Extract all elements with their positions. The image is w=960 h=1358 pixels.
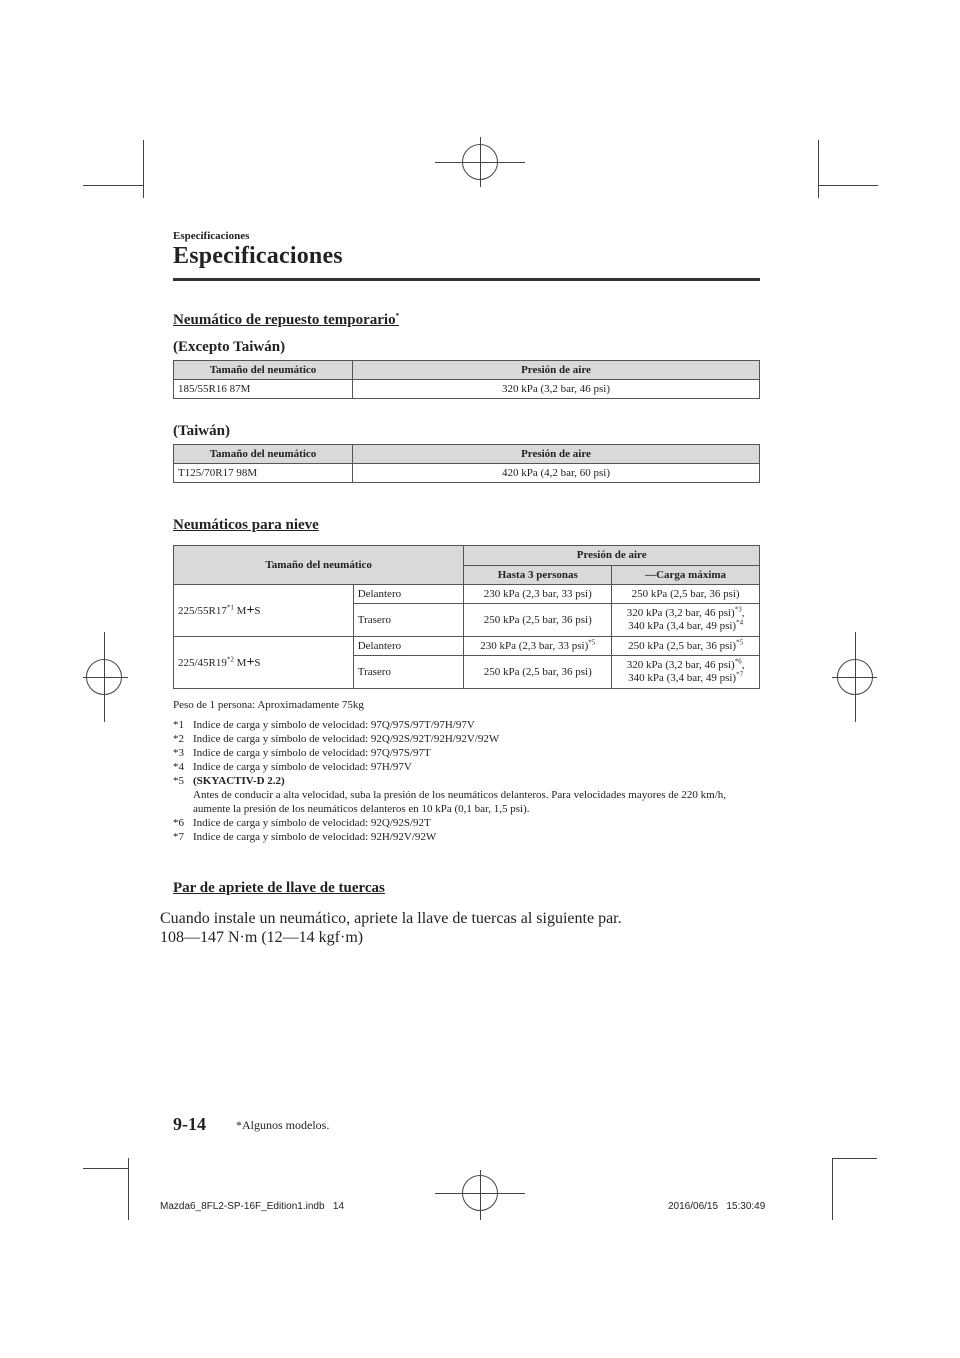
- footnote: *5 (SKYACTIV-D 2.2) Antes de conducir a alta velocidad, suba la presión de los neumáticos delanteros. Para velocidades mayores de 220 km/h, aumente la presión de los neumáticos delanteros en 10 kPa (0,1 bar, 1,5 psi).: [173, 775, 727, 815]
- title-rule: [173, 278, 760, 281]
- page-title: Especificaciones: [173, 243, 343, 269]
- tire-size-cell: 225/55R17$^{*1}$ M+S: [174, 585, 354, 637]
- col-air-pressure: Presión de aire: [353, 361, 760, 380]
- registration-circle: [837, 659, 873, 695]
- footnote: *3 Indice de carga y símbolo de velocidad: 97Q/97S/97T: [173, 747, 431, 759]
- pressure-cell: 230 kPa (2,3 bar, 33 psi)$^{*5}$: [464, 637, 612, 656]
- col-max-load: —Carga máxima: [612, 565, 760, 585]
- col-up-to-3-persons: Hasta 3 personas: [464, 565, 612, 585]
- crop-mark: [83, 1168, 128, 1169]
- taiwan-label: (Taiwán): [173, 423, 230, 439]
- snow-tires-table: [173, 545, 760, 689]
- pressure-cell: 320 kPa (3,2 bar, 46 psi)$^{*3}$, 340 kPa (3,4 bar, 49 psi)$^{*4}$: [612, 604, 760, 637]
- position-cell: Delantero: [353, 637, 464, 656]
- pressure-cell: 250 kPa (2,5 bar, 36 psi): [464, 656, 612, 689]
- position-cell: Trasero: [353, 604, 464, 637]
- col-tire-size: Tamaño del neumático: [174, 445, 353, 464]
- spare-tire-table-taiwan: [173, 444, 760, 483]
- footnotes: [173, 718, 760, 844]
- page-number: 9-14: [173, 1114, 206, 1134]
- crop-mark: [832, 1158, 877, 1159]
- spare-tire-heading: Neumático de repuesto temporario*: [173, 312, 400, 328]
- col-tire-size: Tamaño del neumático: [174, 546, 464, 585]
- footnote: *4 Indice de carga y símbolo de velocidad: 97H/97V: [173, 761, 412, 773]
- snow-tires-heading: Neumáticos para nieve: [173, 517, 319, 533]
- print-file-info: Mazda6_8FL2-SP-16F_Edition1.indb 14: [160, 1201, 345, 1212]
- models-note: *Algunos modelos.: [236, 1118, 330, 1132]
- pressure-cell: 250 kPa (2,5 bar, 36 psi): [464, 604, 612, 637]
- except-taiwan-label: (Excepto Taiwán): [173, 339, 286, 355]
- footnote: *1 Indice de carga y símbolo de velocidad: 97Q/97S/97T/97H/97V: [173, 719, 475, 731]
- spare-tire-table-except-taiwan: [173, 360, 760, 399]
- crop-mark: [832, 1158, 833, 1220]
- pressure-cell: 230 kPa (2,3 bar, 33 psi): [464, 585, 612, 604]
- footnote: *2 Indice de carga y símbolo de velocidad: 92Q/92S/92T/92H/92V/92W: [173, 733, 500, 745]
- tire-size-cell: 225/45R19$^{*2}$ M+S: [174, 637, 354, 689]
- pressure-cell: 320 kPa (3,2 bar, 46 psi): [353, 380, 760, 399]
- registration-circle: [462, 1175, 498, 1211]
- pressure-cell: 250 kPa (2,5 bar, 36 psi): [612, 585, 760, 604]
- registration-circle: [462, 144, 498, 180]
- crop-mark: [818, 140, 819, 198]
- section-label: Especificaciones: [173, 230, 250, 242]
- position-cell: Trasero: [353, 656, 464, 689]
- lug-nut-torque-value: 108—147 N·m (12—14 kgf·m): [160, 929, 364, 946]
- footnote: *6 Indice de carga y símbolo de velocidad: 92Q/92S/92T: [173, 817, 431, 829]
- crop-mark: [83, 185, 143, 186]
- position-cell: Delantero: [353, 585, 464, 604]
- crop-mark: [128, 1158, 129, 1220]
- col-tire-size: Tamaño del neumático: [174, 361, 353, 380]
- footnote: *7 Indice de carga y símbolo de velocidad: 92H/92V/92W: [173, 831, 437, 843]
- col-air-pressure: Presión de aire: [353, 445, 760, 464]
- col-air-pressure: Presión de aire: [464, 546, 760, 566]
- registration-circle: [86, 659, 122, 695]
- table-row: [174, 637, 760, 656]
- lug-nut-heading: Par de apriete de llave de tuercas: [173, 880, 385, 896]
- tire-size-cell: T125/70R17 98M: [174, 464, 353, 483]
- pressure-cell: 420 kPa (4,2 bar, 60 psi): [353, 464, 760, 483]
- mud-snow-plus-icon: +: [246, 654, 255, 670]
- lug-nut-instruction: Cuando instale un neumático, apriete la llave de tuercas al siguiente par.: [160, 910, 622, 927]
- print-date-info: 2016/06/15 15:30:49: [668, 1201, 766, 1212]
- crop-mark: [818, 185, 878, 186]
- person-weight-note: Peso de 1 persona: Aproximadamente 75kg: [173, 699, 364, 711]
- crop-mark: [143, 140, 144, 198]
- table-row: [174, 585, 760, 604]
- pressure-cell: 320 kPa (3,2 bar, 46 psi)$^{*6}$, 340 kPa (3,4 bar, 49 psi)$^{*7}$: [612, 656, 760, 689]
- mud-snow-plus-icon: +: [246, 602, 255, 618]
- pressure-cell: 250 kPa (2,5 bar, 36 psi)$^{*5}$: [612, 637, 760, 656]
- tire-size-cell: 185/55R16 87M: [174, 380, 353, 399]
